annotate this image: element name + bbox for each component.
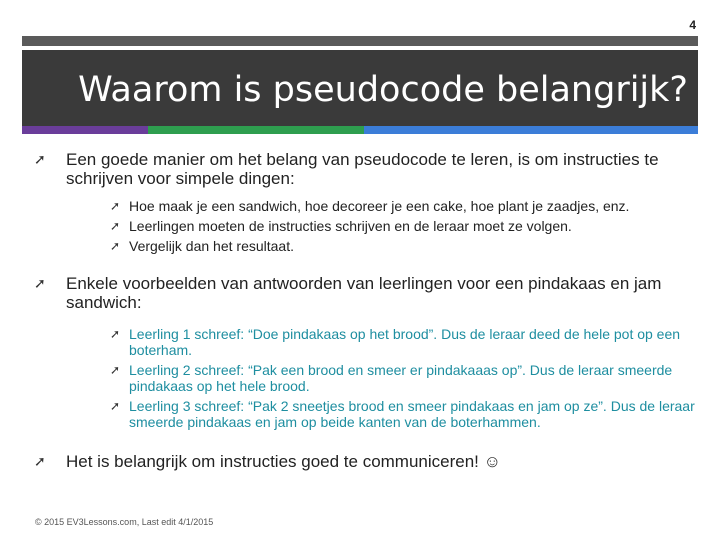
sub-bullet-text: Leerling 3 schreef: “Pak 2 sneetjes brood en smeer pindakaas en jam op ze”. Dus de leraar smeerde pindakaas en jam op beide kanten van de boterhammen. xyxy=(129,398,695,430)
title-bar xyxy=(22,50,698,126)
slide-title: Waarom is pseudocode belangrijk? xyxy=(78,70,688,110)
bullet-text: Het is belangrijk om instructies goed te communiceren! ☺ xyxy=(66,452,501,471)
accent-segment-blue xyxy=(364,126,698,134)
arrow-bullet-icon: ➚ xyxy=(34,275,46,291)
accent-segment-green xyxy=(148,126,364,134)
bullet-3 xyxy=(34,452,696,471)
sub-bullet xyxy=(110,238,696,254)
accent-segment-purple xyxy=(22,126,148,134)
sub-bullet-text: Leerlingen moeten de instructies schrijven en de leraar moet ze volgen. xyxy=(129,218,572,234)
arrow-bullet-icon: ➚ xyxy=(110,199,121,213)
sub-bullet xyxy=(110,398,696,430)
arrow-bullet-icon: ➚ xyxy=(110,327,121,341)
bullet-text: Enkele voorbeelden van antwoorden van leerlingen voor een pindakaas en jam sandwich: xyxy=(66,274,662,312)
sub-bullet-text: Leerling 1 schreef: “Doe pindakaas op het brood”. Dus de leraar deed de hele pot op een boterham. xyxy=(129,326,681,358)
sub-bullet xyxy=(110,198,696,214)
sub-bullet-text: Hoe maak je een sandwich, hoe decoreer je een cake, hoe plant je zaadjes, enz. xyxy=(129,198,630,214)
arrow-bullet-icon: ➚ xyxy=(34,453,46,469)
sub-bullet xyxy=(110,362,696,394)
arrow-bullet-icon: ➚ xyxy=(110,363,121,377)
bullet-2 xyxy=(34,274,696,312)
sub-bullet-text: Vergelijk dan het resultaat. xyxy=(129,238,294,254)
bullet-1 xyxy=(34,150,696,188)
sub-bullet-text: Leerling 2 schreef: “Pak een brood en smeer er pindakaaas op”. Dus de leraar smeerde pindakaas op het hele brood. xyxy=(129,362,673,394)
footer-copyright: © 2015 EV3Lessons.com, Last edit 4/1/2015 xyxy=(35,517,214,527)
arrow-bullet-icon: ➚ xyxy=(110,239,121,253)
arrow-bullet-icon: ➚ xyxy=(34,151,46,167)
sub-bullet xyxy=(110,326,696,358)
top-strip xyxy=(22,36,698,46)
page-number: 4 xyxy=(689,18,696,32)
slide-content xyxy=(34,150,696,471)
bullet-text: Een goede manier om het belang van pseudocode te leren, is om instructies te schrijven voor simpele dingen: xyxy=(66,150,659,188)
sub-bullet xyxy=(110,218,696,234)
arrow-bullet-icon: ➚ xyxy=(110,219,121,233)
arrow-bullet-icon: ➚ xyxy=(110,399,121,413)
accent-bar xyxy=(22,126,698,134)
